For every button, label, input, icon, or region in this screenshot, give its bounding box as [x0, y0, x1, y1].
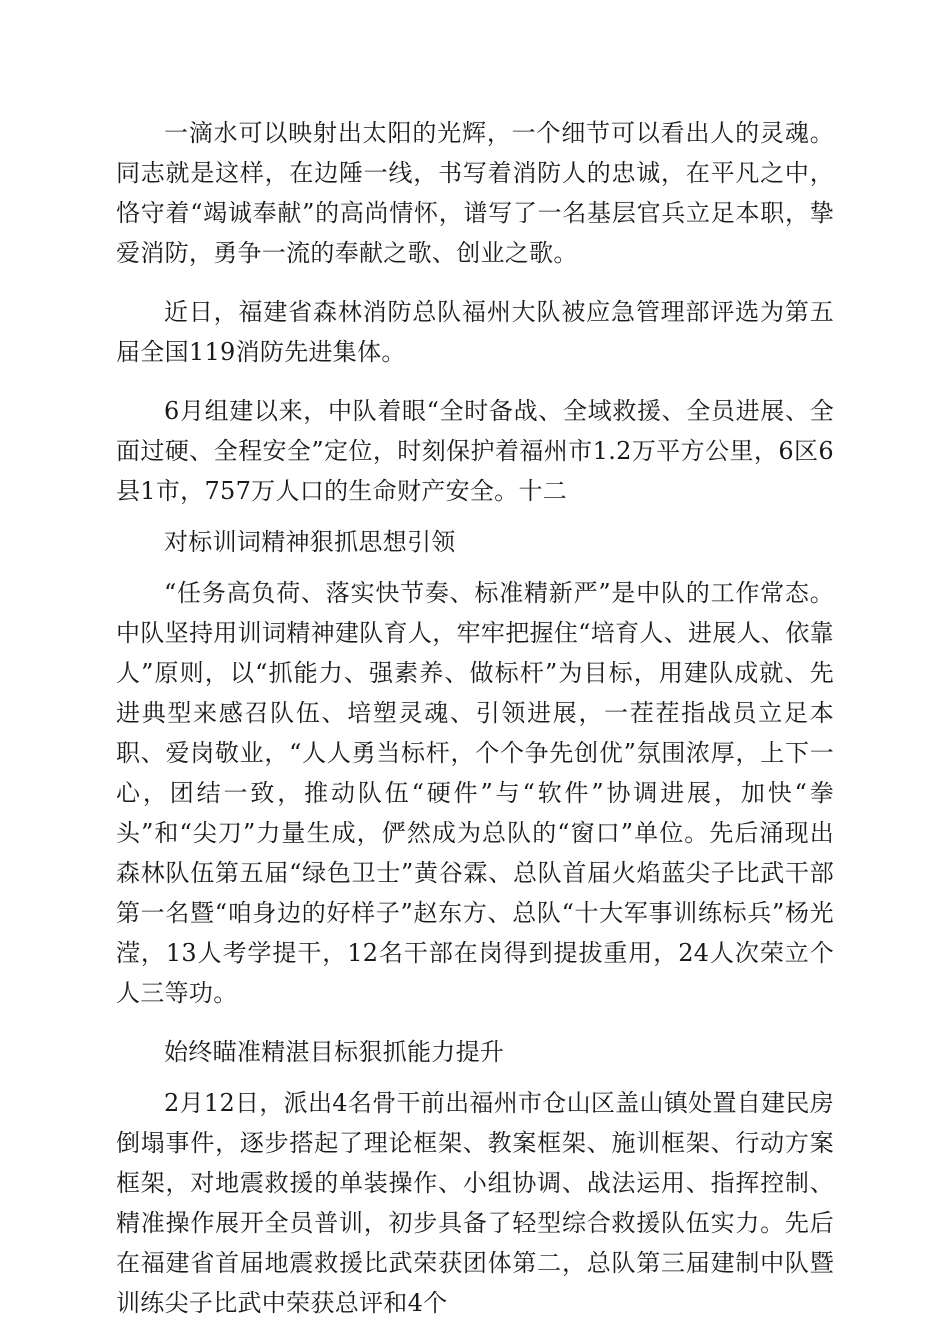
paragraph-intro: 一滴水可以映射出太阳的光辉，一个细节可以看出人的灵魂。同志就是这样，在边陲一线，书写着消防人的忠诚，在平凡之中，恪守着“竭诚奉献”的高尚情怀，谱写了一名基层官兵立足本职，挚爱消防，勇争一流的奉献之歌、创业之歌。	[116, 119, 834, 267]
document-body	[116, 113, 834, 1342]
section-heading-capability: 始终瞄准精湛目标狠抓能力提升	[164, 1038, 505, 1066]
section-heading-ideology: 对标训词精神狠抓思想引领	[164, 528, 456, 556]
paragraph-work-routine: “任务高负荷、落实快节奏、标准精新严”是中队的工作常态。中队坚持用训词精神建队育人，牢牢把握住“培育人、进展人、依靠人”原则，以“抓能力、强素养、做标杆”为目标，用建队成就、先进典型来感召队伍、培塑灵魂、引领进展，一茬茬指战员立足本职、爱岗敬业，“人人勇当标杆，个个争先创优”氛围浓厚，上下一心，团结一致，推动队伍“硬件”与“软件”协调进展，加快“拳头”和“尖刀”力量生成，俨然成为总队的“窗口”单位。先后涌现出森林队伍第五届“绿色卫士”黄谷霖、总队首届火焰蓝尖子比武干部第一名暨“咱身边的好样子”赵东方、总队“十大军事训练标兵”杨光滢，13人考学提干，12名干部在岗得到提拔重用，24人次荣立个人三等功。	[116, 579, 834, 1007]
paragraph-award: 近日，福建省森林消防总队福州大队被应急管理部评选为第五届全国119消防先进集体。	[116, 298, 834, 366]
paragraph-rescue-training: 2月12日，派出4名骨干前出福州市仓山区盖山镇处置自建民房倒塌事件，逐步搭起了理论框架、教案框架、施训框架、行动方案框架，对地震救援的单装操作、小组协调、战法运用、指挥控制、精准操作展开全员普训，初步具备了轻型综合救援队伍实力。先后在福建省首届地震救援比武荣获团体第二，总队第三届建制中队暨训练尖子比武中荣获总评和4个	[116, 1089, 834, 1317]
paragraph-founding: 6月组建以来，中队着眼“全时备战、全域救援、全员进展、全面过硬、全程安全”定位，时刻保护着福州市1.2万平方公里，6区6县1市，757万人口的生命财产安全。十二	[116, 397, 834, 505]
